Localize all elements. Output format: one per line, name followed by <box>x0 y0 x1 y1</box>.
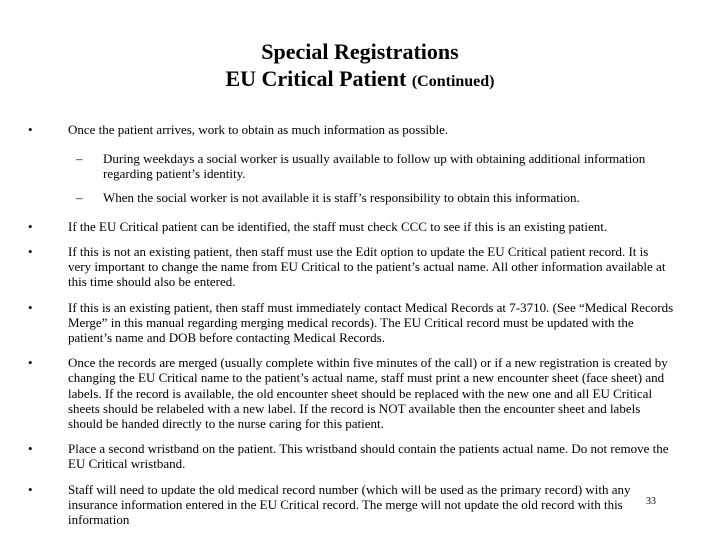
sub-bullet-item <box>0 190 720 205</box>
bullet-list <box>0 122 720 527</box>
bullet-text: Staff will need to update the old medical record number (which will be used as the primary record) with any insurance information entered in the EU Critical record. The merge will not update the old record with this information <box>68 481 631 528</box>
bullet-text: If the EU Critical patient can be identified, the staff must check CCC to see if this is an existing patient. <box>68 218 608 234</box>
bullet-item <box>0 244 720 290</box>
bullet-text: Once the patient arrives, work to obtain as much information as possible. <box>68 122 449 137</box>
title-suffix: (Continued) <box>411 73 495 90</box>
bullet-item <box>0 441 720 471</box>
slide-title <box>0 38 720 95</box>
title-line-1: Special Registrations <box>261 39 459 64</box>
bullet-marker: • <box>28 122 33 137</box>
bullet-text: Once the records are merged (usually complete within five minutes of the call) or if a new registration is created by changing the EU Critical name to the patient’s actual name, staff must print a new encounter sheet (face sheet) and labels. If the record is available, the old encounter sheet should be replaced with the new one and all EU Critical sheets should be relabeled with a new label. If the record is NOT available then the encounter sheet and labels should be handed directly to the nurse caring for this patient. <box>68 355 668 432</box>
sub-bullet-item <box>0 151 720 181</box>
sub-bullet-text: When the social worker is not available it is staff’s responsibility to obtain this information. <box>103 189 580 205</box>
bullet-item <box>0 355 720 431</box>
bullet-marker: • <box>28 244 33 260</box>
title-line-2 <box>0 65 720 95</box>
bullet-item <box>0 122 720 137</box>
page-number: 33 <box>646 496 656 507</box>
bullet-item <box>0 219 720 234</box>
bullet-item <box>0 300 720 346</box>
sub-bullet-marker: – <box>76 151 83 167</box>
bullet-text: Place a second wristband on the patient. This wristband should contain the patients actual name. Do not remove the EU Critical wristband. <box>68 441 669 472</box>
sub-bullet-text: During weekdays a social worker is usually available to follow up with obtaining additional information regarding patient’s identity. <box>103 151 646 182</box>
bullet-text: If this is an existing patient, then staff must immediately contact Medical Records at 7-3710. (See “Medical Records Merge” in this manual regarding merging medical records). The EU Critical record must be updated with the patient’s name and DOB before contacting Medical Records. <box>68 299 674 346</box>
bullet-marker: • <box>28 481 33 497</box>
bullet-item <box>0 482 720 528</box>
bullet-text: If this is not an existing patient, then staff must use the Edit option to update the EU Critical patient record. It is very important to change the name from EU Critical to the patient’s actual name. All other information available at this time should also be entered. <box>68 244 666 290</box>
bullet-marker: • <box>28 355 33 371</box>
title-main: EU Critical Patient <box>225 66 407 91</box>
bullet-marker: • <box>28 299 33 315</box>
sub-bullet-marker: – <box>76 189 83 205</box>
bullet-marker: • <box>28 218 33 234</box>
bullet-marker: • <box>28 441 33 457</box>
